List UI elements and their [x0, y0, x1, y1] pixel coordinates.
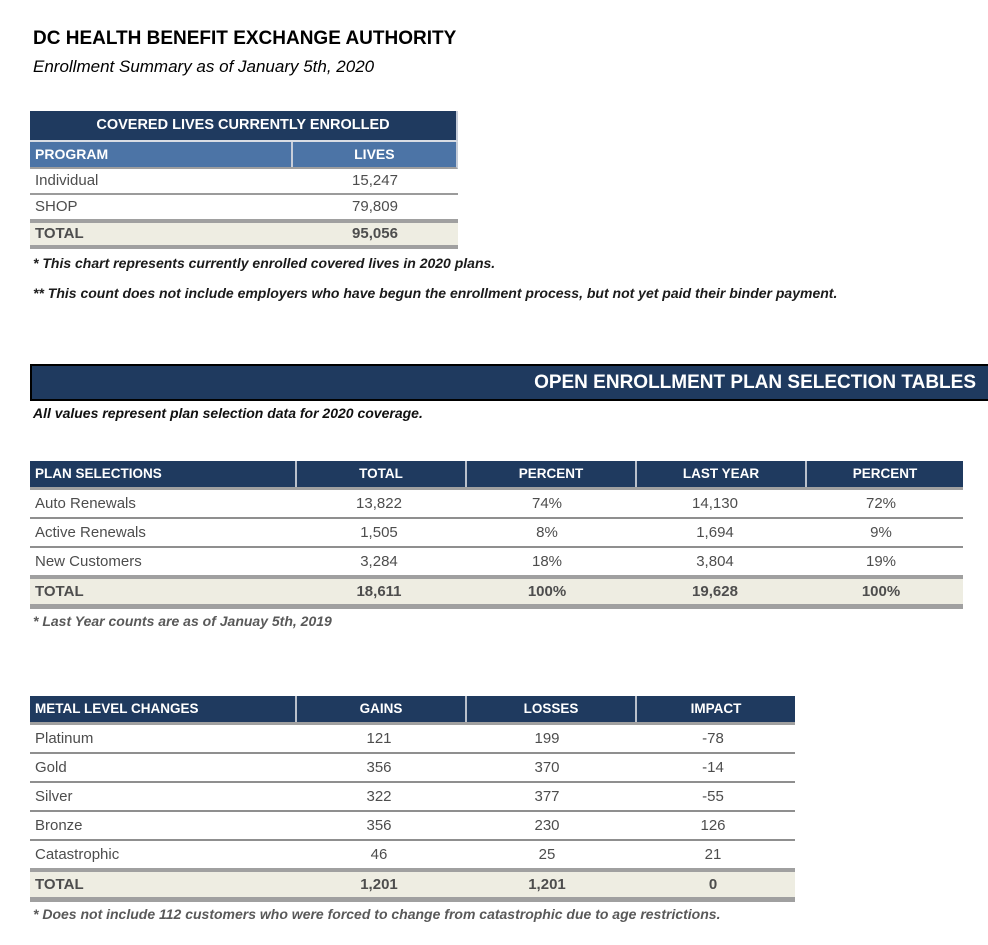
losses-cell: 25 — [538, 846, 556, 863]
column-header-last-year: LAST YEAR — [635, 461, 805, 487]
gains-cell: 1,201 — [360, 876, 398, 893]
table-row — [30, 754, 795, 783]
row-label: New Customers — [35, 553, 142, 570]
percent-cell: 74% — [531, 495, 563, 512]
gains-cell: 322 — [366, 788, 392, 805]
total-cell: 3,284 — [360, 553, 398, 570]
covered-lives-table — [30, 111, 458, 249]
last-year-percent-cell: 72% — [865, 495, 897, 512]
losses-cell: 377 — [534, 788, 560, 805]
program-cell: SHOP — [35, 198, 78, 215]
covered-lives-table-title: COVERED LIVES CURRENTLY ENROLLED — [30, 111, 458, 142]
column-header-plan-selections: PLAN SELECTIONS — [35, 466, 162, 481]
table-row — [30, 812, 795, 841]
row-label: Bronze — [35, 817, 83, 834]
open-enrollment-caption: All values represent plan selection data for 2020 coverage. — [33, 405, 423, 421]
lives-cell: 15,247 — [352, 172, 398, 189]
table-row — [30, 841, 795, 872]
column-header-impact: IMPACT — [635, 696, 795, 722]
column-header-program: PROGRAM — [35, 146, 109, 162]
open-enrollment-banner: OPEN ENROLLMENT PLAN SELECTION TABLES — [30, 364, 988, 401]
metal-level-changes-table — [30, 696, 795, 902]
losses-cell: 230 — [534, 817, 560, 834]
losses-cell: 370 — [534, 759, 560, 776]
table-row — [30, 195, 458, 223]
total-label: TOTAL — [35, 225, 84, 242]
covered-lives-header-row — [30, 142, 458, 169]
footnote-plan-selections: * Last Year counts are as of Januay 5th, 2019 — [33, 613, 332, 629]
table-row — [30, 519, 963, 548]
lives-cell: 79,809 — [352, 198, 398, 215]
page-subtitle: Enrollment Summary as of January 5th, 2020 — [33, 57, 375, 76]
column-header-percent: PERCENT — [465, 461, 635, 487]
total-label: TOTAL — [35, 876, 84, 893]
impact-cell: -78 — [702, 730, 724, 747]
row-label: Catastrophic — [35, 846, 120, 863]
total-row — [30, 223, 458, 249]
column-header-losses: LOSSES — [465, 696, 635, 722]
metal-level-header-row — [30, 696, 795, 725]
impact-cell: 126 — [700, 817, 726, 834]
percent-cell: 8% — [536, 524, 558, 541]
table-row — [30, 169, 458, 195]
column-header-metal-level-changes: METAL LEVEL CHANGES — [35, 701, 199, 716]
row-label: Gold — [35, 759, 67, 776]
table-row — [30, 548, 963, 579]
total-cell: 1,505 — [360, 524, 398, 541]
impact-cell: -55 — [702, 788, 724, 805]
last-year-percent-cell: 100% — [861, 583, 901, 600]
footnote-covered-lives-2: ** This count does not include employers who have begun the enrollment process, but not yet paid their binder payment. — [33, 285, 838, 301]
last-year-cell: 19,628 — [692, 583, 738, 600]
table-row — [30, 490, 963, 519]
last-year-cell: 3,804 — [696, 553, 734, 570]
footnote-covered-lives-1: * This chart represents currently enrolled covered lives in 2020 plans. — [33, 255, 496, 271]
column-header-gains: GAINS — [295, 696, 465, 722]
impact-cell: 0 — [708, 876, 718, 893]
row-label: Silver — [35, 788, 73, 805]
percent-cell: 100% — [527, 583, 567, 600]
losses-cell: 199 — [534, 730, 560, 747]
total-row — [30, 579, 963, 609]
impact-cell: 21 — [704, 846, 722, 863]
total-label: TOTAL — [35, 583, 84, 600]
row-label: Platinum — [35, 730, 94, 747]
total-cell: 18,611 — [356, 583, 402, 600]
table-row — [30, 725, 795, 754]
column-header-percent-last-year: PERCENT — [805, 461, 963, 487]
last-year-cell: 1,694 — [696, 524, 734, 541]
total-lives: 95,056 — [352, 225, 398, 242]
total-cell: 13,822 — [356, 495, 402, 512]
footnote-metal-levels: * Does not include 112 customers who were forced to change from catastrophic due to age restrictions. — [33, 906, 721, 922]
losses-cell: 1,201 — [528, 876, 566, 893]
total-row — [30, 872, 795, 902]
plan-selections-table — [30, 461, 963, 609]
last-year-percent-cell: 19% — [865, 553, 897, 570]
last-year-cell: 14,130 — [692, 495, 738, 512]
gains-cell: 121 — [366, 730, 392, 747]
page-title: DC HEALTH BENEFIT EXCHANGE AUTHORITY — [33, 28, 457, 49]
impact-cell: -14 — [702, 759, 724, 776]
column-header-lives: LIVES — [291, 142, 456, 167]
plan-selections-header-row — [30, 461, 963, 490]
table-row — [30, 783, 795, 812]
row-label: Auto Renewals — [35, 495, 136, 512]
column-header-total: TOTAL — [295, 461, 465, 487]
program-cell: Individual — [35, 172, 99, 189]
last-year-percent-cell: 9% — [870, 524, 892, 541]
gains-cell: 46 — [370, 846, 388, 863]
row-label: Active Renewals — [35, 524, 146, 541]
percent-cell: 18% — [531, 553, 563, 570]
gains-cell: 356 — [366, 759, 392, 776]
gains-cell: 356 — [366, 817, 392, 834]
